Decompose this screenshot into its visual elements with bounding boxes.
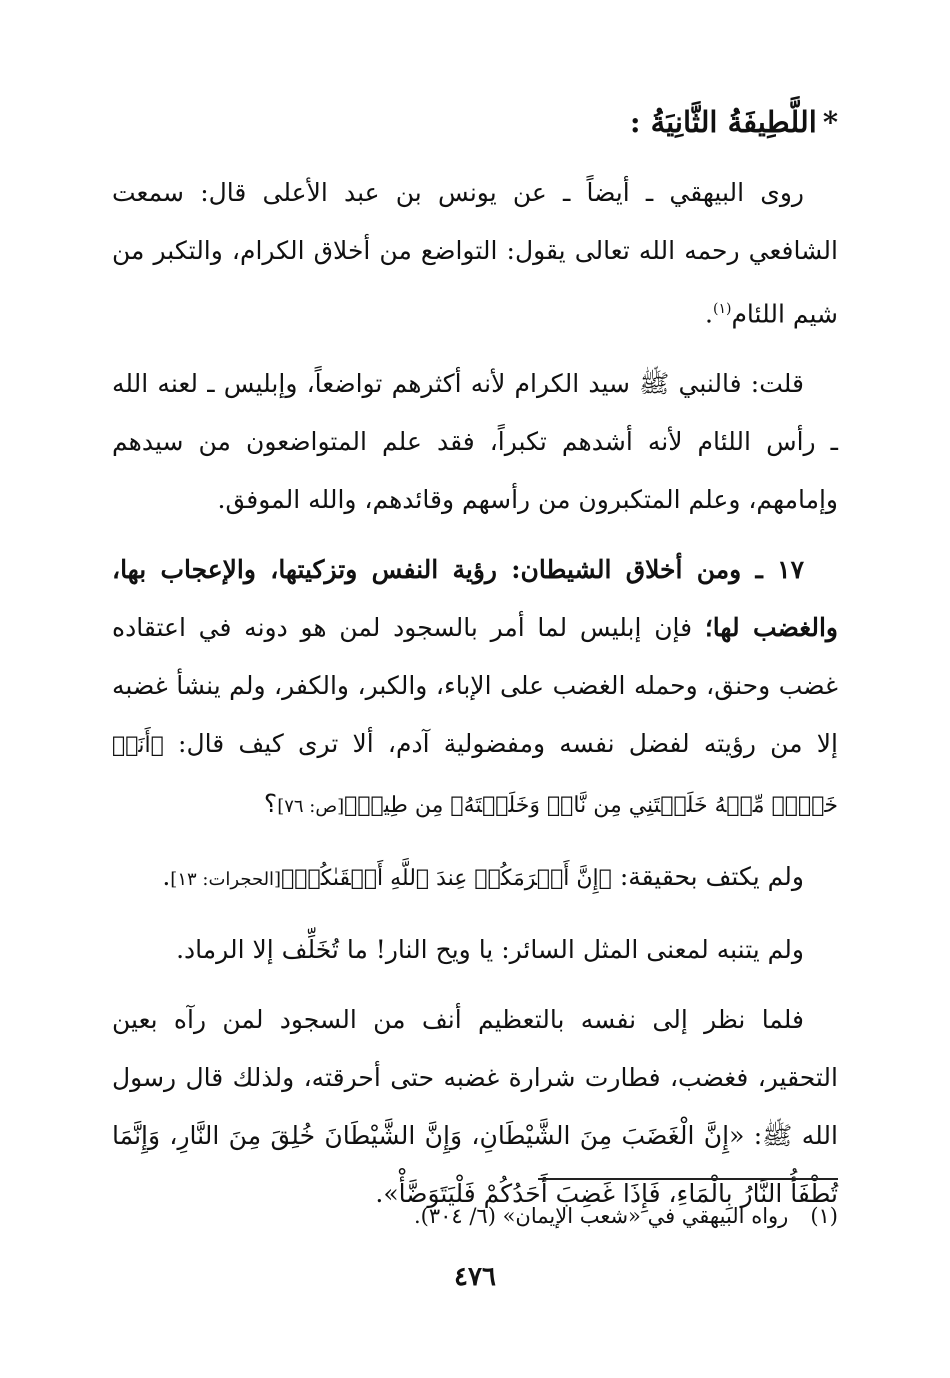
footnote-number: (١) xyxy=(810,1204,838,1228)
heading-text: اللَّطِيفَةُ الثَّانِيَةُ : xyxy=(629,105,817,139)
footnote-divider xyxy=(538,1178,838,1180)
page-number: ٤٧٦ xyxy=(454,1262,496,1292)
section-heading xyxy=(112,100,838,144)
quran-verse-1: ﴿أَنَا۠ خَيۡرٞ مِّنۡهُ خَلَقۡتَنِي مِن نَّارٖ وَخَلَقۡتَهُۥ مِن طِينٖ﴾ xyxy=(112,733,838,819)
section-17-title: ١٧ ـ ومن أخلاق الشيطان: رؤية النفس وتزكيتها، والإعجاب بها، والغضب لها؛ xyxy=(112,555,838,643)
paragraph-6-text: فلما نظر إلى نفسه بالتعظيم أنف من السجود لمن رآه بعين التحقير، فغضب، فطارت شرارة غضبه حتى أحرقته، ولذلك قال رسول الله ﷺ: «إِنَّ الْغَضَبَ مِنَ الشَّيْطَانِ، وَإِنَّ الشَّيْطَانَ خُلِقَ مِنَ النَّارِ، وَإِنَّمَا تُطْفَأُ النَّارُ بِالْمَاءِ، فَإِذَا غَضِبَ أَحَدُكُمْ فَلْيَتَوَضَّأْ». xyxy=(112,1005,838,1209)
paragraph-3-text: فإن إبليس لما أمر بالسجود لمن هو دونه في اعتقاده غضب وحنق، وحمله الغضب على الإباء، والكبر، والكفر، ولم ينشأ غضبه إلا من رؤيته لفضل نفسه ومفضولية آدم، ألا ترى كيف قال: xyxy=(112,613,838,759)
paragraph-2-text: قلت: فالنبي ﷺ سيد الكرام لأنه أكثرهم تواضعاً، وإبليس ـ لعنه الله ـ رأس اللئام لأنه أشدهم تكبراً، فقد علم المتواضعون من سيدهم وإمامهم، وعلم المتكبرون من رأسهم وقائدهم، والله الموفق. xyxy=(112,369,838,515)
paragraph-3-end: ؟ xyxy=(263,789,278,819)
paragraph-3 xyxy=(112,541,838,836)
paragraph-1 xyxy=(112,164,838,343)
paragraph-1-text: روى البيهقي ـ أيضاً ـ عن يونس بن عبد الأعلى قال: سمعت الشافعي رحمه الله تعالى يقول: التواضع من أخلاق الكرام، والتكبر من شيم اللئام xyxy=(112,178,838,329)
paragraph-5-text: ولم يتنبه لمعنى المثل السائر: يا ويح النار! ما تُخَلِّف إلا الرماد. xyxy=(176,935,804,965)
paragraph-1-end: . xyxy=(705,299,713,329)
paragraph-4-text: ولم يكتف بحقيقة: xyxy=(611,862,804,892)
paragraph-5 xyxy=(112,921,838,979)
paragraph-4-end: . xyxy=(162,862,171,892)
footnote-marker[interactable]: (١) xyxy=(712,301,732,317)
heading-star-icon: * xyxy=(822,105,838,139)
paragraph-2 xyxy=(112,355,838,529)
footnote xyxy=(112,1200,838,1232)
footnote-text: رواه البيهقي في «شعب الإيمان» (٦/ ٣٠٤). xyxy=(413,1204,789,1228)
paragraph-6 xyxy=(112,991,838,1223)
quran-verse-2: ﴿إِنَّ أَكۡرَمَكُمۡ عِندَ ٱللَّهِ أَتۡقَىٰكُمۡ﴾ xyxy=(281,866,612,892)
paragraph-4 xyxy=(112,848,838,909)
verse-1-reference: [ص: ٧٦] xyxy=(277,796,345,818)
verse-2-reference: [الحجرات: ١٣] xyxy=(170,869,282,891)
